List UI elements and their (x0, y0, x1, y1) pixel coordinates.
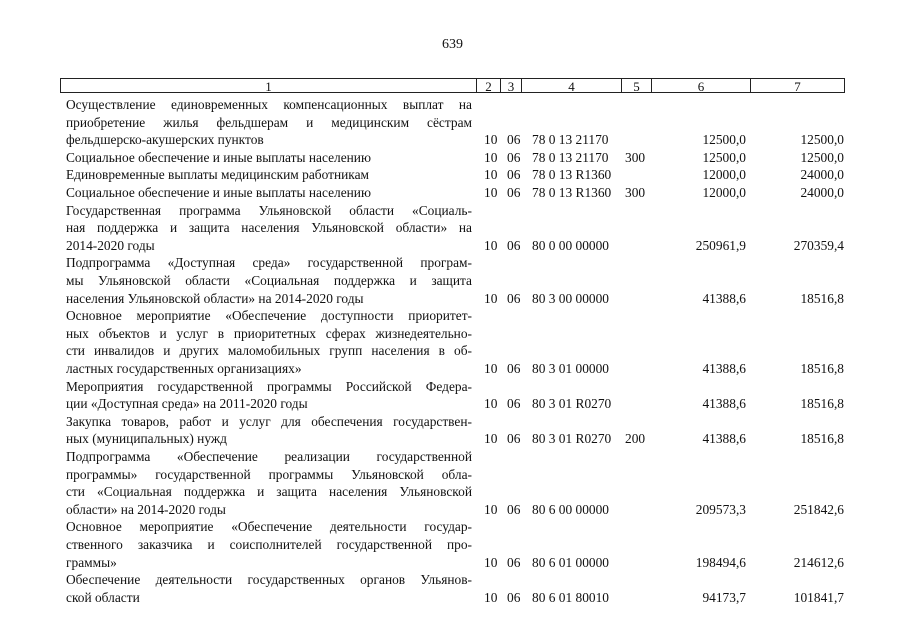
header-cell-5: 5 (621, 78, 652, 93)
table-row (0, 254, 905, 307)
header-cell-6: 6 (651, 78, 751, 93)
row-amount-year-2: 24000,0 (800, 185, 844, 200)
row-name-line: ции «Доступная среда» на 2011-2020 годы (66, 396, 308, 412)
row-amount-year-1: 12500,0 (702, 149, 746, 165)
row-amount-year-1: 41388,6 (702, 360, 746, 376)
table-row (0, 202, 905, 255)
row-subsection: 06 (507, 589, 521, 605)
row-name-line: Подпрограмма «Доступная среда» государственной програм- (66, 255, 472, 271)
header-cell-4: 4 (521, 78, 622, 93)
row-name-line: Основное мероприятие «Обеспечение доступности приоритет- (66, 308, 472, 324)
row-name (66, 184, 472, 202)
row-name-line: Государственная программа Ульяновской области «Социаль- (66, 202, 472, 218)
row-name-line: Единовременные выплаты медицинским работникам (66, 167, 370, 183)
row-target-code: 80 6 01 80010 (532, 589, 609, 605)
row-name-line: Обеспечение деятельности государственных органов Ульянов- (66, 572, 472, 588)
row-name-line: ластных государственных организациях» (66, 360, 302, 376)
table-row (0, 307, 905, 377)
row-name-line: Осуществление единовременных компенсационных выплат на (66, 97, 472, 112)
row-section: 10 (484, 290, 498, 306)
row-subsection: 06 (507, 290, 521, 306)
row-name-line: Социальное обеспечение и иные выплаты населению (66, 185, 371, 200)
header-cell-3: 3 (500, 78, 522, 93)
row-name-line: ных (муниципальных) нужд (66, 431, 227, 447)
row-name (66, 202, 472, 255)
row-amount-year-2: 12500,0 (800, 149, 844, 165)
row-section: 10 (484, 237, 498, 253)
row-name-line: мы Ульяновской области «Социальная поддержка и защита (66, 272, 472, 288)
row-name (66, 166, 472, 184)
row-amount-year-2: 18516,8 (800, 290, 844, 306)
row-name-line: Основное мероприятие «Обеспечение деятельности государ- (66, 519, 472, 535)
row-amount-year-1: 12500,0 (702, 132, 746, 148)
row-name (66, 448, 472, 518)
row-name-line: сти инвалидов и других маломобильных групп населения в об- (66, 343, 472, 359)
row-name-line: 2014-2020 годы (66, 237, 155, 253)
row-name-line: населения Ульяновской области» на 2014-2020 годы (66, 290, 364, 306)
row-target-code: 80 3 01 R0270 (532, 396, 612, 412)
row-section: 10 (484, 149, 498, 165)
row-section: 10 (484, 360, 498, 376)
row-subsection: 06 (507, 501, 521, 517)
row-amount-year-2: 18516,8 (800, 396, 844, 412)
row-expense-type: 200 (625, 431, 646, 447)
row-name-line: Мероприятия государственной программы Российской Федера- (66, 378, 472, 394)
row-section: 10 (484, 554, 498, 570)
row-name (66, 378, 472, 413)
row-name-line: фельдшерско-акушерских пунктов (66, 132, 264, 148)
row-amount-year-1: 250961,9 (695, 237, 746, 253)
row-name-line: Закупка товаров, работ и услуг для обеспечения государствен- (66, 413, 472, 429)
table-row (0, 571, 905, 606)
row-amount-year-1: 12000,0 (702, 185, 746, 200)
row-amount-year-1: 198494,6 (695, 554, 746, 570)
header-cell-1: 1 (60, 78, 477, 93)
table-row (0, 96, 905, 149)
table-row (0, 413, 905, 448)
row-target-code: 78 0 13 21170 (532, 132, 609, 148)
row-section: 10 (484, 132, 498, 148)
row-name-line: ственного заказчика и соисполнителей государственной про- (66, 536, 472, 552)
row-amount-year-1: 41388,6 (702, 431, 746, 447)
row-subsection: 06 (507, 360, 521, 376)
row-section: 10 (484, 185, 498, 200)
row-name (66, 571, 472, 606)
row-name-line: ской области (66, 589, 140, 605)
row-section: 10 (484, 396, 498, 412)
row-name-line: Подпрограмма «Обеспечение реализации государственной (66, 449, 472, 464)
row-name (66, 96, 472, 149)
row-subsection: 06 (507, 237, 521, 253)
row-amount-year-1: 12000,0 (702, 167, 746, 183)
row-subsection: 06 (507, 132, 521, 148)
row-name (66, 518, 472, 571)
row-amount-year-1: 94173,7 (702, 589, 746, 605)
row-target-code: 80 3 00 00000 (532, 290, 609, 306)
row-amount-year-2: 24000,0 (800, 167, 844, 183)
row-amount-year-2: 251842,6 (793, 501, 844, 517)
header-cell-2: 2 (476, 78, 501, 93)
row-subsection: 06 (507, 431, 521, 447)
row-expense-type: 300 (625, 185, 646, 200)
row-amount-year-2: 18516,8 (800, 431, 844, 447)
row-amount-year-2: 270359,4 (793, 237, 844, 253)
row-amount-year-2: 18516,8 (800, 360, 844, 376)
row-subsection: 06 (507, 185, 521, 200)
table-row (0, 378, 905, 413)
row-section: 10 (484, 167, 498, 183)
row-name-line: программы» государственной программы Ульяновской обла- (66, 466, 472, 482)
row-section: 10 (484, 589, 498, 605)
row-target-code: 78 0 13 21170 (532, 149, 609, 165)
row-expense-type: 300 (625, 149, 646, 165)
row-target-code: 80 3 01 R0270 (532, 431, 612, 447)
row-subsection: 06 (507, 149, 521, 165)
row-name (66, 254, 472, 307)
row-target-code: 78 0 13 R1360 (532, 167, 612, 183)
row-name-line: сти «Социальная поддержка и защита населения Ульяновской (66, 484, 472, 500)
row-target-code: 80 0 00 00000 (532, 237, 609, 253)
row-amount-year-2: 12500,0 (800, 132, 844, 148)
row-name-line: ная поддержка и защита населения Ульяновской области» на (66, 220, 472, 236)
row-name-line: граммы» (66, 554, 117, 570)
row-target-code: 80 6 00 00000 (532, 501, 609, 517)
row-subsection: 06 (507, 396, 521, 412)
row-name-line: ных объектов и услуг в приоритетных сферах жизнедеятельно- (66, 325, 472, 341)
row-section: 10 (484, 431, 498, 447)
row-name (66, 307, 472, 377)
row-name-line: приобретение жилья фельдшерам и медицинским сёстрам (66, 114, 472, 130)
table-row (0, 184, 905, 202)
table-row (0, 149, 905, 167)
row-target-code: 80 6 01 00000 (532, 554, 609, 570)
row-name (66, 413, 472, 448)
row-name-line: Социальное обеспечение и иные выплаты населению (66, 149, 371, 165)
row-name (66, 149, 472, 167)
header-cell-7: 7 (750, 78, 845, 93)
row-amount-year-1: 41388,6 (702, 396, 746, 412)
page-number: 639 (442, 37, 463, 52)
row-section: 10 (484, 501, 498, 517)
row-amount-year-1: 209573,3 (695, 501, 746, 517)
row-amount-year-1: 41388,6 (702, 290, 746, 306)
table-row (0, 166, 905, 184)
table-row (0, 448, 905, 518)
row-amount-year-2: 101841,7 (793, 589, 844, 605)
table-row (0, 518, 905, 571)
row-subsection: 06 (507, 167, 521, 183)
row-target-code: 80 3 01 00000 (532, 360, 609, 376)
row-subsection: 06 (507, 554, 521, 570)
row-amount-year-2: 214612,6 (793, 554, 844, 570)
row-name-line: области» на 2014-2020 годы (66, 501, 226, 517)
row-target-code: 78 0 13 R1360 (532, 185, 612, 200)
